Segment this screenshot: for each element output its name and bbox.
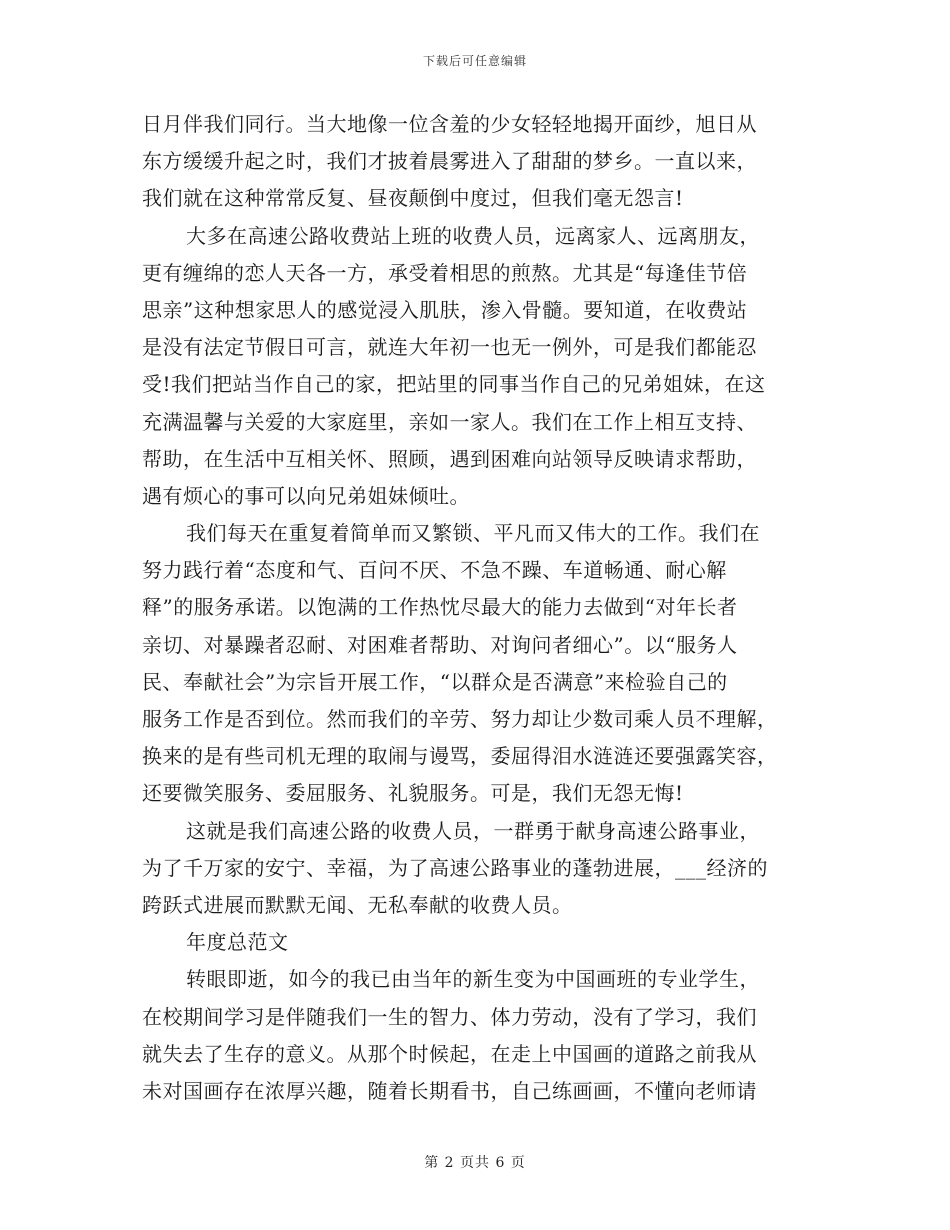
text-line: 换来的是有些司机无理的取闹与谩骂，委屈得泪水涟涟还要强露笑容， xyxy=(142,744,778,769)
text-line: 我们每天在重复着简单而又繁锁、平凡而又伟大的工作。我们在 xyxy=(186,521,760,546)
text-line: 努力践行着“态度和气、百问不厌、不急不躁、车道畅通、耐心解 xyxy=(142,558,727,583)
text-line: 在校期间学习是伴随我们一生的智力、体力劳动，没有了学习，我们 xyxy=(142,1004,757,1029)
text-line: 释”的服务承诺。以饱满的工作热忱尽最大的能力去做到“对年长者 xyxy=(142,595,738,620)
text-line: 这就是我们高速公路的收费人员，一群勇于献身高速公路事业， xyxy=(186,818,760,843)
text-line: 为了千万家的安宁、幸福，为了高速公路事业的蓬勃进展，___经济的 xyxy=(142,855,768,880)
text-line: 受!我们把站当作自己的家，把站里的同事当作自己的兄弟姐妹，在这 xyxy=(142,372,766,397)
text-line: 未对国画存在浓厚兴趣，随着长期看书，自己练画画，不懂向老师请 xyxy=(142,1078,757,1103)
text-line: 充满温馨与关爱的大家庭里，亲如一家人。我们在工作上相互支持、 xyxy=(142,409,757,434)
text-line: 思亲”这种想家思人的感觉浸入肌肤，渗入骨髓。要知道，在收费站 xyxy=(142,297,748,322)
text-line: 转眼即逝，如今的我已由当年的新生变为中国画班的专业学生， xyxy=(186,967,760,992)
text-line: 是没有法定节假日可言，就连大年初一也无一例外，可是我们都能忍 xyxy=(142,335,757,360)
text-line: 我们就在这种常常反复、昼夜颠倒中度过，但我们毫无怨言! xyxy=(142,186,684,211)
text-line: 帮助，在生活中互相关怀、照顾，遇到困难向站领导反映请求帮助， xyxy=(142,446,757,471)
document-body xyxy=(142,106,808,1110)
text-line: 日月伴我们同行。当大地像一位含羞的少女轻轻地揭开面纱，旭日从 xyxy=(142,112,757,136)
text-line: 亲切、对暴躁者忍耐、对困难者帮助、对询问者细心”。以“服务人 xyxy=(142,632,738,657)
text-line: 就失去了生存的意义。从那个时候起，在走上中国画的道路之前我从 xyxy=(142,1041,757,1066)
text-line: 东方缓缓升起之时，我们才披着晨雾进入了甜甜的梦乡。一直以来， xyxy=(142,149,757,174)
text-line: 服务工作是否到位。然而我们的辛劳、努力却让少数司乘人员不理解， xyxy=(142,707,778,731)
text-line: 还要微笑服务、委屈服务、礼貌服务。可是，我们无怨无悔! xyxy=(142,781,684,806)
text-line: 更有缠绵的恋人天各一方，承受着相思的煎熬。尤其是“每逢佳节倍 xyxy=(142,260,748,285)
text-line: 遇有烦心的事可以向兄弟姐妹倾吐。 xyxy=(142,483,470,508)
text-line: 跨跃式进展而默默无闻、无私奉献的收费人员。 xyxy=(142,892,573,917)
text-line: 年度总范文 xyxy=(186,930,289,955)
text-line: 大多在高速公路收费站上班的收费人员，远离家人、远离朋友， xyxy=(186,223,760,248)
page-header: 下载后可任意编辑 xyxy=(422,54,527,68)
page-footer: 第 2 页共 6 页 xyxy=(424,1155,526,1171)
text-line: 民、奉献社会”为宗旨开展工作，“以群众是否满意”来检验自己的 xyxy=(142,669,728,694)
